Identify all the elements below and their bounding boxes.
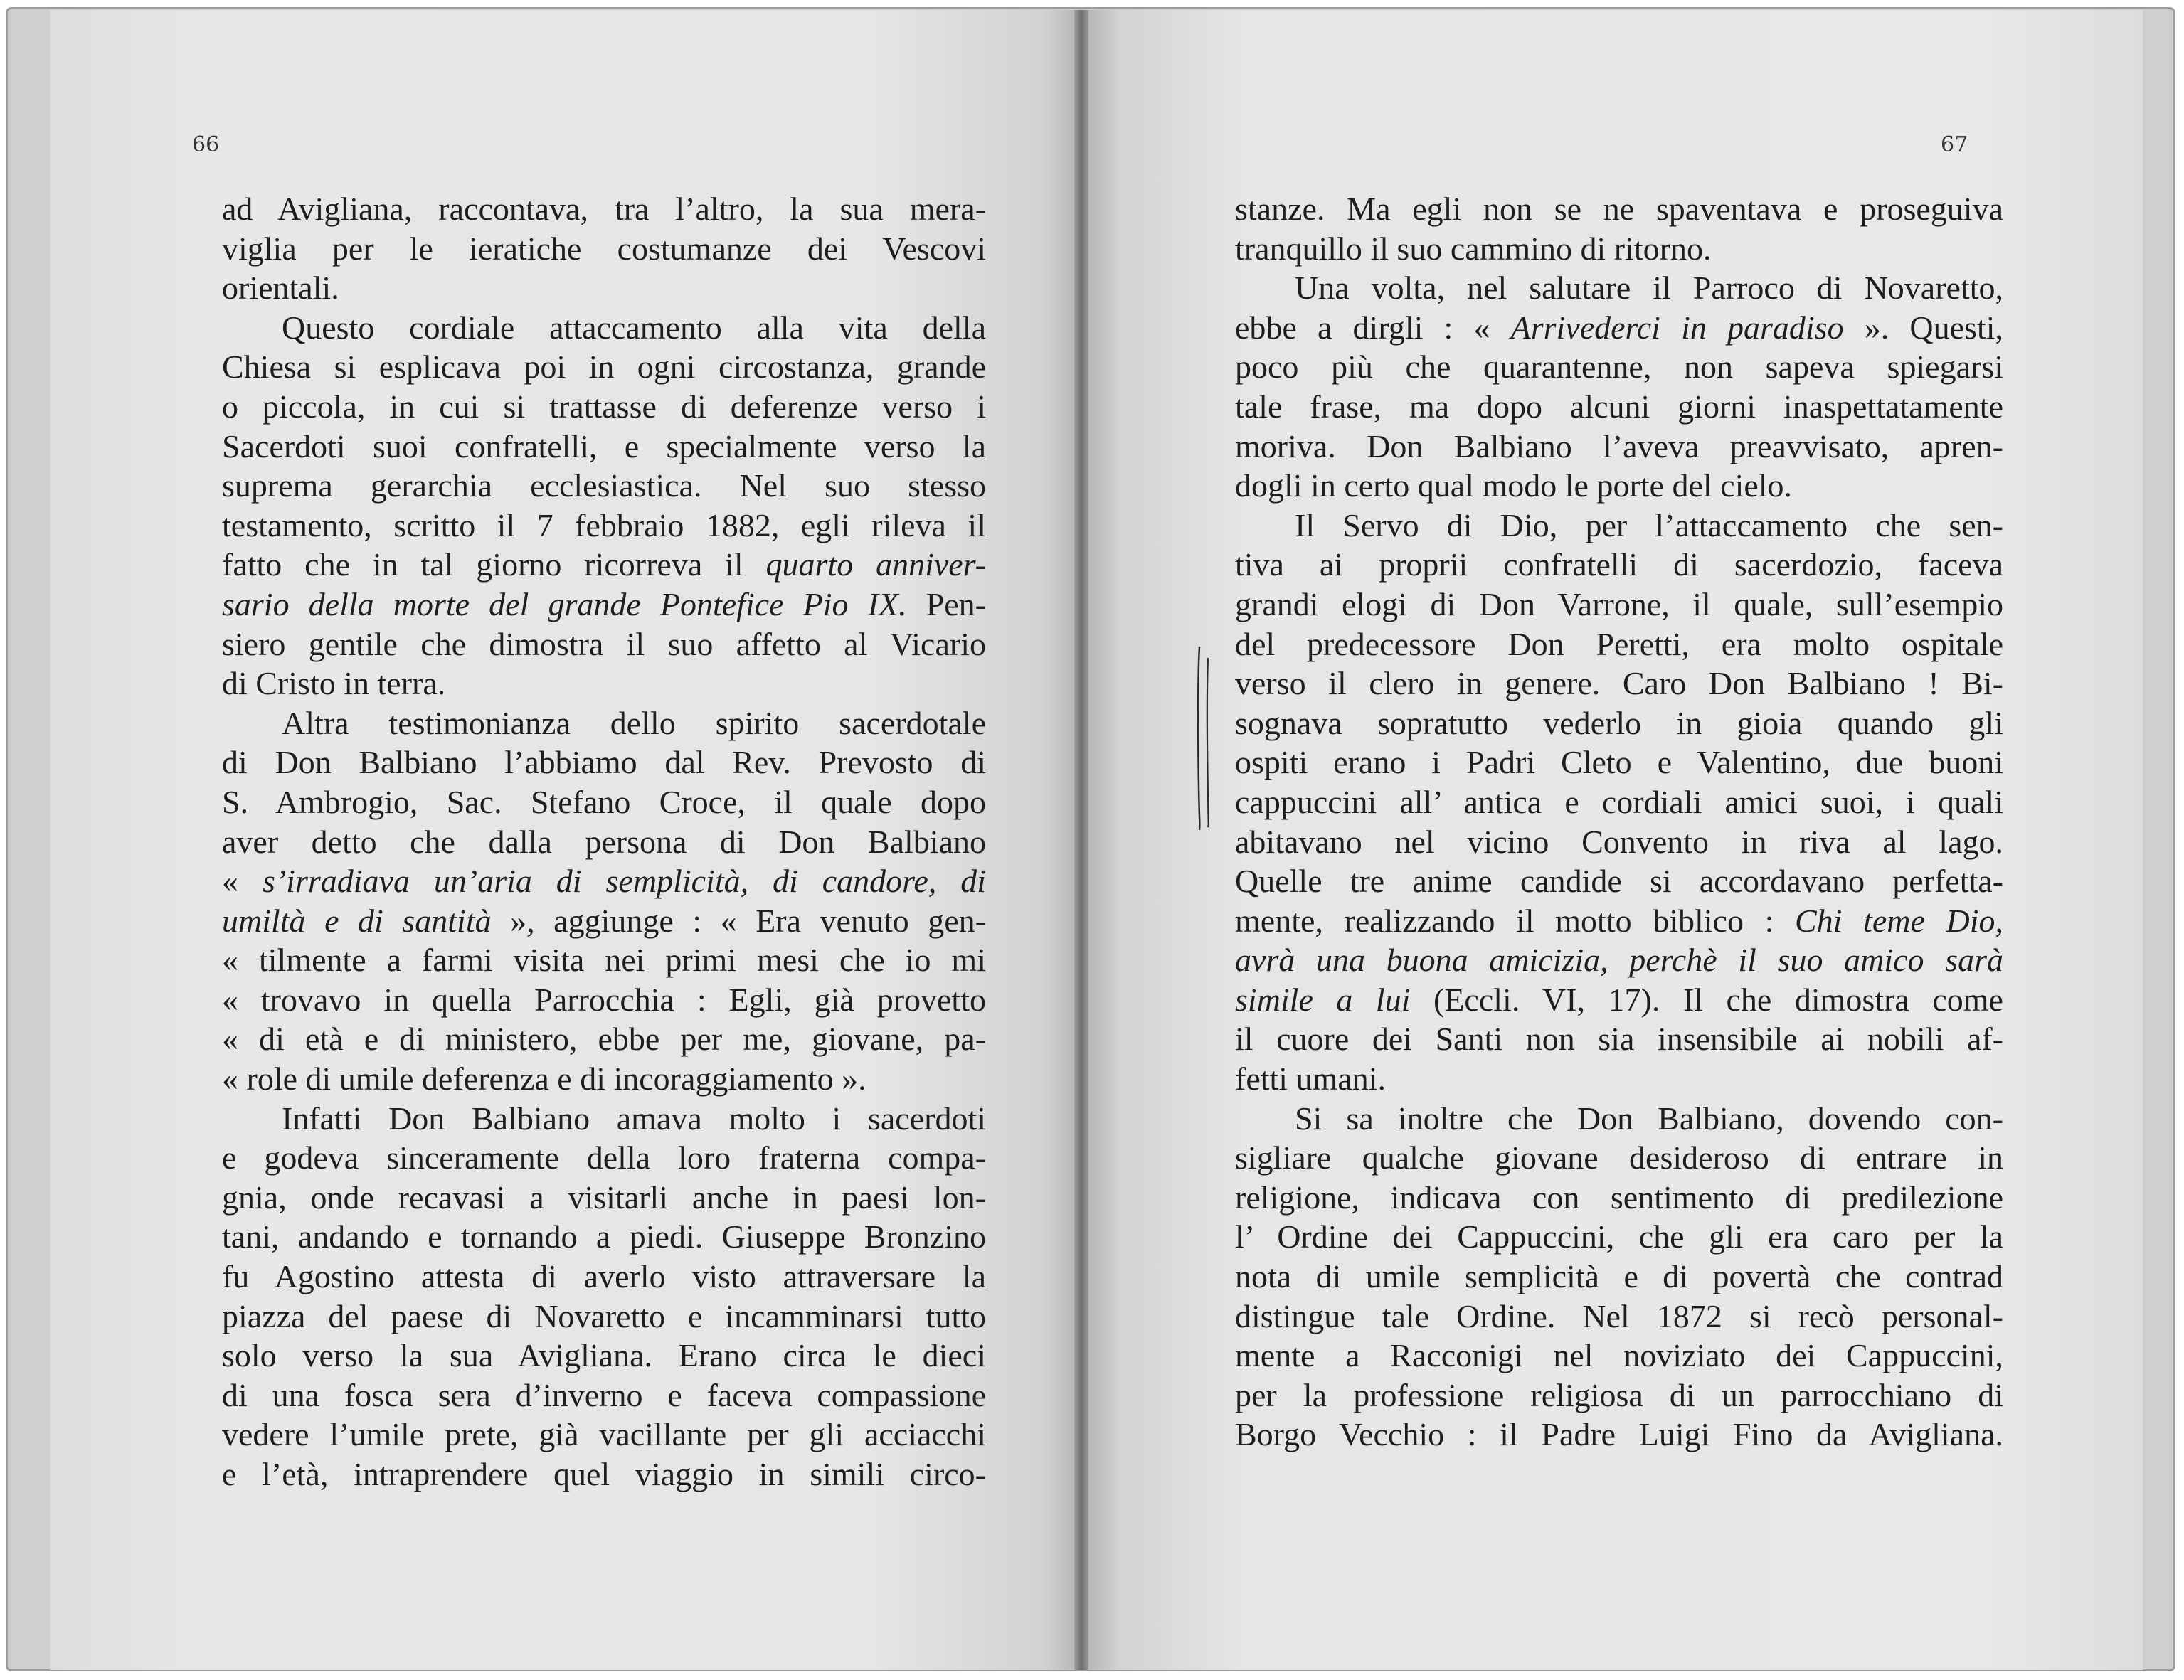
text-line: poco più che quarantenne, non sapeva spiegarsi (1235, 349, 2003, 386)
text-line: abitavano nel vicino Convento in riva al lago. (1235, 823, 2003, 860)
text-line: siero gentile che dimostra il suo affetto al Vicario (222, 625, 986, 662)
text-line: e godeva sinceramente della loro fraterna compa- (222, 1139, 986, 1176)
text-line: suprema gerarchia ecclesiastica. Nel suo stesso (222, 467, 986, 504)
text-line (1235, 980, 2003, 1020)
text-segment: ebbe a dirgli : « (1235, 309, 1511, 346)
text-line: o piccola, in cui si trattasse di deferenze verso i (222, 388, 986, 425)
text-line: del predecessore Don Peretti, era molto ospitale (1235, 625, 2003, 662)
text-line: solo verso la sua Avigliana. Erano circa le dieci (222, 1337, 986, 1374)
italic-segment: avrà una buona amicizia, perchè il suo amico sarà (1235, 942, 2003, 979)
text-line: « tilmente a farmi visita nei primi mesi che io mi (222, 942, 986, 979)
text-line: tale frase, ma dopo alcuni giorni inaspettatamente (1235, 388, 2003, 425)
text-line: S. Ambrogio, Sac. Stefano Croce, il quale dopo (222, 783, 986, 820)
text-segment: mente, realizzando il motto biblico : (1235, 902, 1795, 939)
text-line (1235, 901, 2003, 941)
text-line: gnia, onde recavasi a visitarli anche in paesi lon- (222, 1179, 986, 1216)
text-line: per la professione religiosa di un parrocchiano di (1235, 1376, 2003, 1413)
text-line: « trovavo in quella Parrocchia : Egli, già provetto (222, 981, 986, 1018)
text-line: orientali. (222, 270, 339, 307)
text-line: ospiti erano i Padri Cleto e Valentino, due buoni (1235, 744, 2003, 781)
text-line: « di età e di ministero, ebbe per me, giovane, pa- (222, 1021, 986, 1058)
text-line: piazza del paese di Novaretto e incamminarsi tutto (222, 1297, 986, 1334)
text-line: testamento, scritto il 7 febbraio 1882, egli rileva il (222, 506, 986, 543)
text-line: « role di umile deferenza e di incoraggiamento ». (222, 1060, 866, 1097)
text-line: Sacerdoti suoi confratelli, e specialmente verso la (222, 427, 986, 464)
text-segment: (Eccli. VI, 17). Il che dimostra come (1410, 981, 2003, 1018)
text-line: l’ Ordine dei Cappuccini, che gli era caro per la (1235, 1218, 2003, 1255)
text-segment: », aggiunge : « Era venuto gen- (491, 902, 987, 939)
text-line: e l’età, intraprendere quel viaggio in simili circo- (222, 1456, 986, 1492)
text-line: vedere l’umile prete, già vacillante per gli acciacchi (222, 1416, 986, 1453)
text-line: dogli in certo qual modo le porte del cielo. (1235, 467, 1793, 504)
text-line: aver detto che dalla persona di Don Balbiano (222, 823, 986, 860)
text-line: distingue tale Ordine. Nel 1872 si recò personal- (1235, 1297, 2003, 1334)
text-line (222, 585, 986, 624)
text-line: cappuccini all’ antica e cordiali amici suoi, i quali (1235, 783, 2003, 820)
text-line (222, 901, 986, 941)
italic-segment: Chi teme Dio, (1794, 902, 2003, 939)
text-line: Questo cordiale attaccamento alla vita della (282, 309, 986, 346)
italic-segment: Arrivederci in paradiso (1510, 309, 1844, 346)
text-line: ad Avigliana, raccontava, tra l’altro, la sua mera- (222, 191, 986, 227)
text-line: Si sa inoltre che Don Balbiano, dovendo con- (1295, 1100, 2003, 1137)
text-line: moriva. Don Balbiano l’aveva preavvisato, apren- (1235, 427, 2003, 464)
text-line (222, 861, 986, 901)
text-line: Una volta, nel salutare il Parroco di Novaretto, (1295, 270, 2003, 307)
text-segment: ». Questi, (1843, 309, 2004, 346)
text-line: Altra testimonianza dello spirito sacerdotale (282, 704, 986, 741)
italic-segment: simile a lui (1235, 981, 1411, 1018)
italic-segment: umiltà e di santità (222, 902, 492, 939)
text-line (1235, 940, 2003, 980)
text-line (222, 545, 986, 585)
text-line: grandi elogi di Don Varrone, il quale, sull’esempio (1235, 585, 2003, 622)
text-segment: fatto che in tal giorno ricorreva il (222, 546, 766, 583)
text-line: di Don Balbiano l’abbiamo dal Rev. Prevosto di (222, 744, 986, 781)
text-line: tranquillo il suo cammino di ritorno. (1235, 230, 1712, 267)
italic-segment: quarto anniver- (765, 546, 986, 583)
text-line: sigliare qualche giovane desideroso di entrare in (1235, 1139, 2003, 1176)
text-line: Quelle tre anime candide si accordavano perfetta- (1235, 863, 2003, 900)
text-line: sognava sopratutto vederlo in gioia quando gli (1235, 704, 2003, 741)
text-line: Infatti Don Balbiano amava molto i sacerdoti (282, 1100, 986, 1137)
text-line: viglia per le ieratiche costumanze dei Vescovi (222, 230, 986, 267)
text-segment: Pen- (906, 585, 986, 622)
left-page-text (222, 189, 986, 1494)
text-segment: « (222, 863, 263, 900)
text-line: Borgo Vecchio : il Padre Luigi Fino da Avigliana. (1235, 1416, 2003, 1453)
italic-segment: s’irradiava un’aria di semplicità, di candore, di (262, 863, 986, 900)
pencil-margin-mark (1195, 644, 1214, 832)
left-page-number: 66 (192, 132, 220, 157)
text-line: verso il clero in genere. Caro Don Balbiano ! Bi- (1235, 665, 2003, 702)
book-gutter (1074, 10, 1088, 1670)
text-line: tiva ai proprii confratelli di sacerdozio, faceva (1235, 546, 2003, 583)
text-line (1235, 308, 2003, 348)
text-line: fu Agostino attesta di averlo visto attraversare la (222, 1258, 986, 1295)
text-line: il cuore dei Santi non sia insensibile ai nobili af- (1235, 1021, 2003, 1058)
text-line: stanze. Ma egli non se ne spaventava e proseguiva (1235, 191, 2003, 227)
text-line: Il Servo di Dio, per l’attaccamento che sen- (1295, 506, 2003, 543)
text-line: di Cristo in terra. (222, 665, 446, 702)
text-line: religione, indicava con sentimento di predilezione (1235, 1179, 2003, 1216)
right-page-text (1235, 189, 2003, 1455)
text-line: mente a Racconigi nel noviziato dei Cappuccini, (1235, 1337, 2003, 1374)
text-line: Chiesa si esplicava poi in ogni circostanza, grande (222, 349, 986, 386)
text-line: tani, andando e tornando a piedi. Giuseppe Bronzino (222, 1218, 986, 1255)
text-line: nota di umile semplicità e di povertà che contrad (1235, 1258, 2003, 1295)
italic-segment: sario della morte del grande Pontefice Pio IX. (222, 585, 907, 622)
text-line: di una fosca sera d’inverno e faceva compassione (222, 1376, 986, 1413)
text-line: fetti umani. (1235, 1060, 1387, 1097)
right-page-number: 67 (1941, 132, 1968, 157)
